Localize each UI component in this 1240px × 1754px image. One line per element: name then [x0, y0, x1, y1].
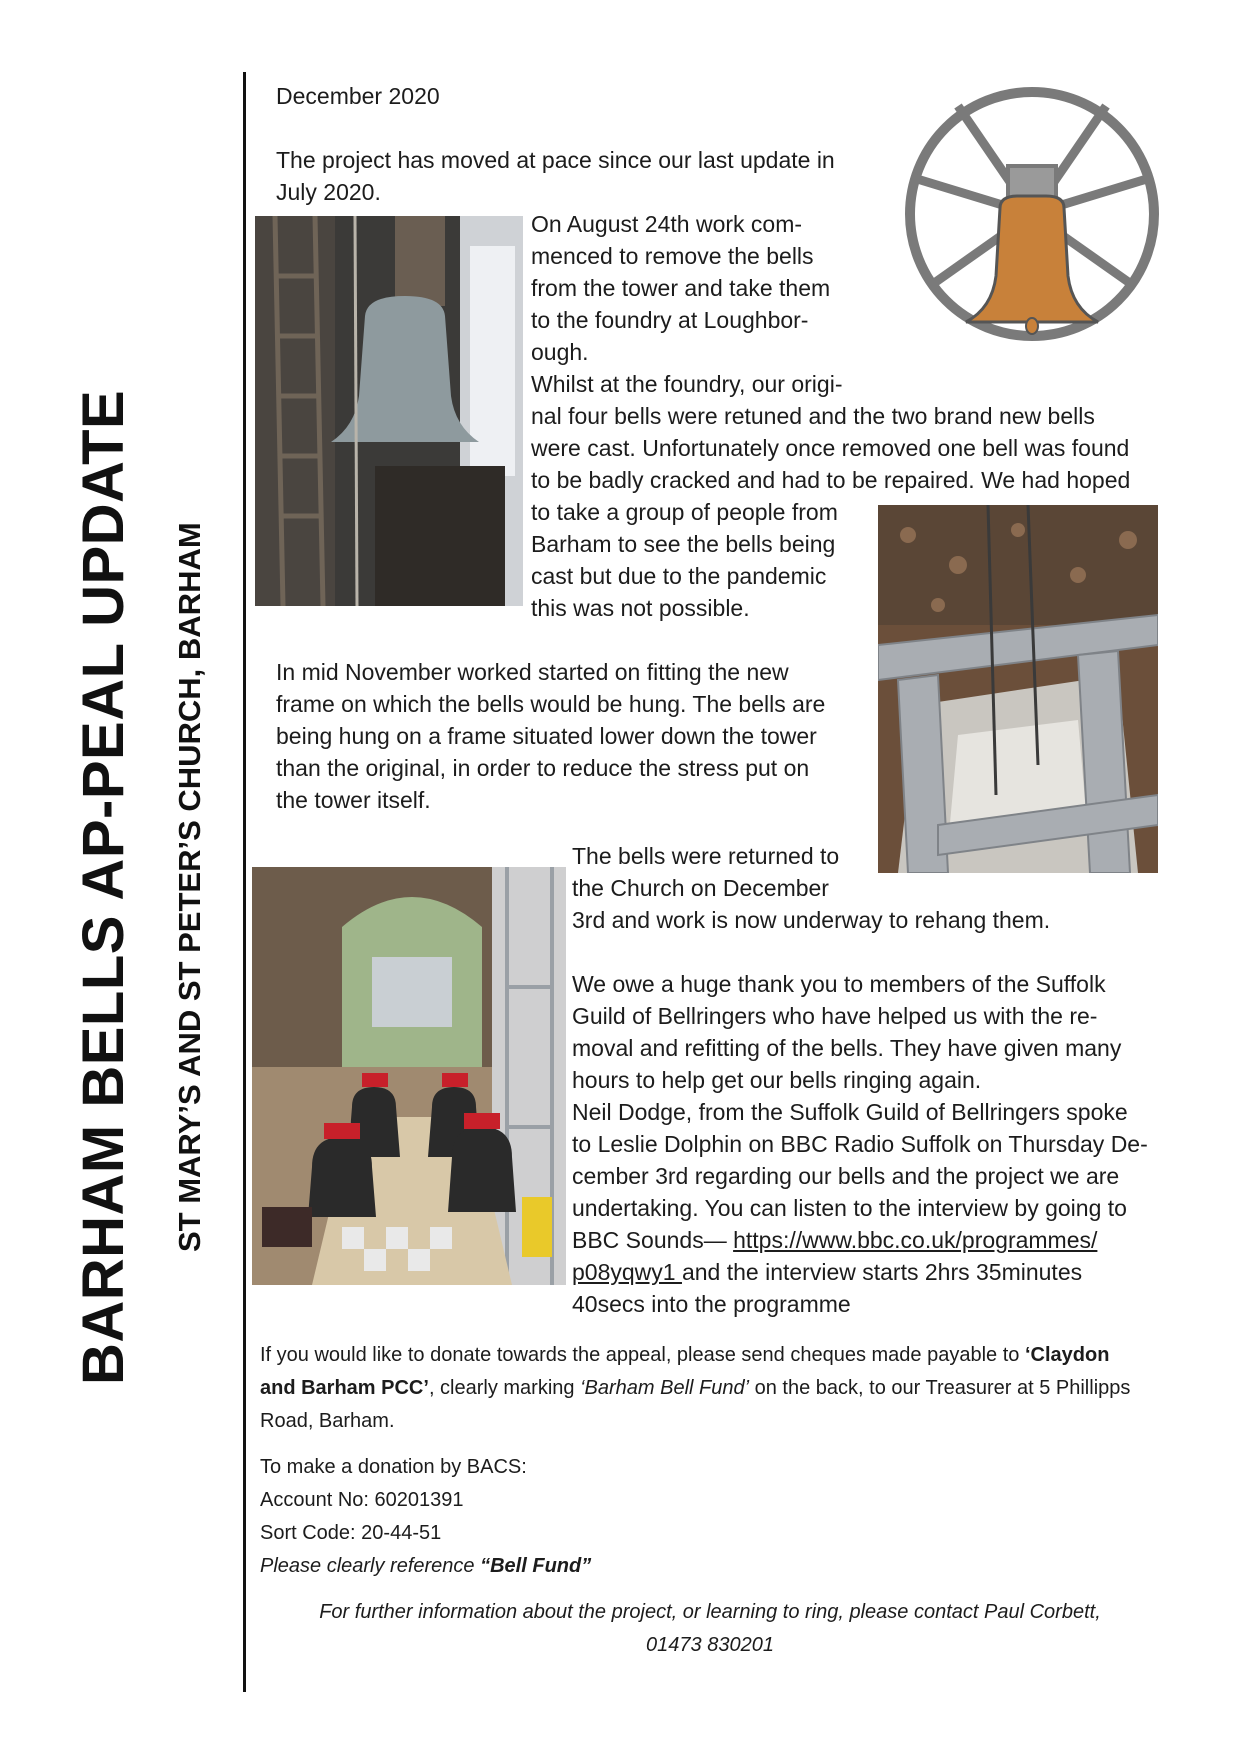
payee-part-2: and Barham PCC’ — [260, 1377, 429, 1399]
footer-line-1: For further information about the project, or learning to ring, please contact Paul Corbett, — [319, 1601, 1101, 1623]
august-line-2: menced to remove the bells — [531, 243, 814, 269]
vertical-divider — [243, 72, 246, 1692]
return-line-2: the Church on December — [572, 875, 829, 901]
footer-line-2: 01473 830201 — [646, 1634, 774, 1656]
august-line-4: to the foundry at Loughbor- — [531, 307, 809, 333]
august-line-6: Whilst at the foundry, our origi- — [531, 371, 843, 397]
bacs-ref-prefix: Please clearly reference — [260, 1555, 481, 1577]
bacs-ref-value: “Bell Fund” — [480, 1555, 592, 1577]
november-line-4: than the original, in order to reduce the stress put on — [276, 755, 810, 781]
bbc-link-part-2[interactable]: p08yqwy1 — [572, 1259, 682, 1285]
side-title: BARHAM BELLS AP-PEAL UPDATE — [71, 389, 136, 1385]
november-line-5: the tower itself. — [276, 787, 431, 813]
november-line-1: In mid November worked started on fitting the new — [276, 659, 789, 685]
intro-line-2: July 2020. — [276, 179, 381, 205]
august-line-9: to be badly cracked and had to be repaired. We had hoped — [531, 467, 1131, 493]
thanks-line-4: hours to help get our bells ringing again. — [572, 1067, 982, 1093]
august-line-5: ough. — [531, 339, 589, 365]
bacs-sort-code: Sort Code: 20-44-51 — [260, 1522, 442, 1544]
august-line-11: Barham to see the bells being — [531, 531, 836, 557]
thanks-line-6: to Leslie Dolphin on BBC Radio Suffolk on Thursday De- — [572, 1131, 1148, 1157]
interview-start-text: and the interview starts 2hrs 35minutes — [681, 1259, 1083, 1285]
august-line-1: On August 24th work com- — [531, 211, 803, 237]
bacs-heading: To make a donation by BACS: — [260, 1456, 527, 1478]
payee-part-1: ‘Claydon — [1024, 1344, 1110, 1366]
august-line-13: this was not possible. — [531, 595, 750, 621]
thanks-line-3: moval and refitting of the bells. They have given many — [572, 1035, 1122, 1061]
thanks-line-11: 40secs into the programme — [572, 1291, 851, 1317]
thanks-line-9 — [572, 1224, 1097, 1256]
bell-frame-photo — [878, 505, 1158, 873]
thanks-line-10 — [572, 1256, 1082, 1288]
fund-mark: ‘Barham Bell Fund’ — [580, 1377, 750, 1399]
donate-line-1 — [260, 1339, 1160, 1372]
bells-in-church-photo — [252, 867, 566, 1285]
return-line-3: 3rd and work is now underway to rehang them. — [572, 907, 1051, 933]
thanks-line-8: undertaking. You can listen to the interview by going to — [572, 1195, 1127, 1221]
november-line-2: frame on which the bells would be hung. The bells are — [276, 691, 826, 717]
august-line-3: from the tower and take them — [531, 275, 831, 301]
bell-wheel-icon — [900, 86, 1164, 342]
bbc-link-part-1[interactable]: https://www.bbc.co.uk/programmes/ — [733, 1227, 1098, 1253]
thanks-line-2: Guild of Bellringers who have helped us with the re- — [572, 1003, 1098, 1029]
side-subtitle: ST MARY’S AND ST PETER’S CHURCH, BARHAM — [172, 522, 207, 1252]
donate-text-1: If you would like to donate towards the appeal, please send cheques made payable to — [260, 1344, 1025, 1366]
bbc-sounds-label: BBC Sounds— — [572, 1227, 734, 1253]
donate-line-2 — [260, 1372, 1160, 1405]
thanks-line-5: Neil Dodge, from the Suffolk Guild of Bellringers spoke — [572, 1099, 1128, 1125]
august-line-12: cast but due to the pandemic — [531, 563, 827, 589]
august-line-7: nal four bells were retuned and the two brand new bells — [531, 403, 1095, 429]
intro-line-1: The project has moved at pace since our last update in — [276, 147, 835, 173]
donate-text-2: , clearly marking — [428, 1377, 581, 1399]
date-line: December 2020 — [276, 83, 440, 109]
august-line-10: to take a group of people from — [531, 499, 838, 525]
thanks-line-7: cember 3rd regarding our bells and the project we are — [572, 1163, 1120, 1189]
bacs-reference — [260, 1550, 591, 1583]
thanks-line-1: We owe a huge thank you to members of the Suffolk — [572, 971, 1106, 997]
donate-text-3: on the back, to our Treasurer at 5 Phillipps — [749, 1377, 1131, 1399]
return-line-1: The bells were returned to — [572, 843, 840, 869]
august-line-8: were cast. Unfortunately once removed one bell was found — [531, 435, 1130, 461]
bacs-account: Account No: 60201391 — [260, 1489, 464, 1511]
november-line-3: being hung on a frame situated lower down the tower — [276, 723, 817, 749]
donate-line-3: Road, Barham. — [260, 1410, 395, 1432]
bell-in-tower-photo — [255, 216, 523, 606]
